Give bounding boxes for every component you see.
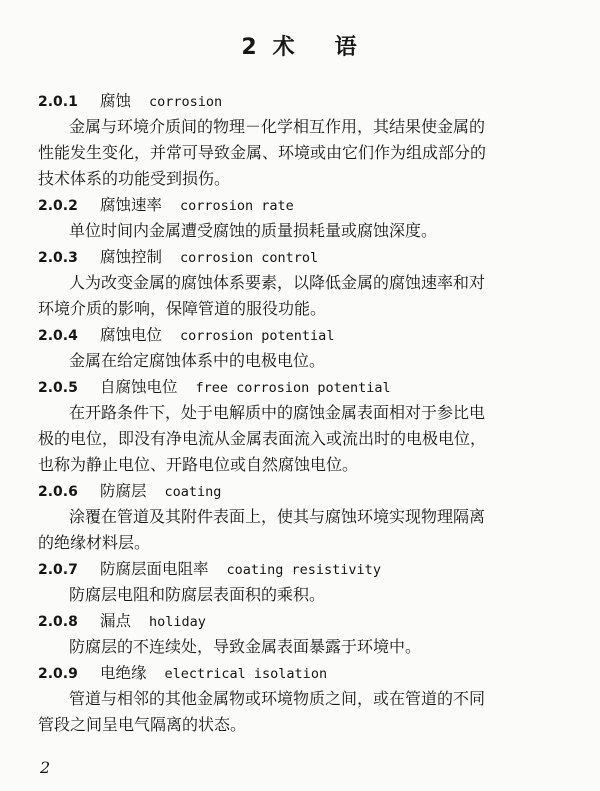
term-chinese-name: 腐蚀: [100, 92, 132, 110]
definition-line: 极的电位，即没有净电流从金属表面流入或流出时的电极电位，: [38, 429, 487, 448]
term-definition: [38, 270, 568, 322]
chapter-title-char-2: 语: [334, 35, 359, 60]
term-chinese-name: 腐蚀电位: [100, 326, 163, 344]
term-chinese-name: 防腐层: [100, 482, 147, 500]
term-number: 2.0.6: [38, 484, 78, 500]
term-english-name: coating resistivity: [226, 562, 381, 578]
term-entry: [38, 556, 568, 608]
term-entry: [38, 88, 568, 192]
term-definition: [38, 634, 568, 660]
term-definition: [38, 504, 568, 556]
terms-list: [38, 88, 568, 738]
definition-line: 防腐层电阻和防腐层表面积的乘积。: [69, 585, 326, 604]
term-number: 2.0.4: [38, 328, 78, 344]
term-entry: [38, 322, 568, 374]
term-definition: [38, 114, 568, 192]
term-english-name: corrosion potential: [180, 328, 335, 344]
definition-line: 环境介质的影响，保障管道的服役功能。: [38, 299, 327, 318]
term-entry: [38, 192, 568, 244]
term-number: 2.0.2: [38, 198, 78, 214]
term-chinese-name: 腐蚀控制: [100, 248, 163, 266]
term-number: 2.0.7: [38, 562, 78, 578]
definition-line: 管道与相邻的其他金属物或环境物质之间，或在管道的不同: [69, 689, 486, 708]
definition-line: 单位时间内金属遭受腐蚀的质量损耗量或腐蚀深度。: [69, 221, 438, 240]
chapter-number: 2: [241, 35, 259, 60]
term-heading: [38, 322, 568, 348]
term-definition: [38, 582, 568, 608]
definition-line: 管段之间呈电气隔离的状态。: [38, 715, 247, 734]
chapter-title-char-1: 术: [272, 35, 297, 60]
term-english-name: corrosion rate: [180, 198, 294, 214]
term-entry: [38, 660, 568, 738]
term-heading: [38, 556, 568, 582]
term-definition: [38, 218, 568, 244]
term-heading: [38, 608, 568, 634]
term-heading: [38, 192, 568, 218]
term-number: 2.0.8: [38, 614, 78, 630]
term-heading: [38, 374, 568, 400]
term-chinese-name: 电绝缘: [100, 664, 147, 682]
definition-line: 人为改变金属的腐蚀体系要素，以降低金属的腐蚀速率和对: [69, 273, 486, 292]
definition-line: 技术体系的功能受到损伤。: [38, 169, 231, 188]
term-heading: [38, 88, 568, 114]
term-english-name: electrical isolation: [164, 666, 328, 682]
term-number: 2.0.9: [38, 666, 78, 682]
term-chinese-name: 防腐层面电阻率: [100, 560, 209, 578]
definition-line: 也称为静止电位、开路电位或自然腐蚀电位。: [38, 455, 359, 474]
term-definition: [38, 400, 568, 478]
term-heading: [38, 660, 568, 686]
page-number: 2: [40, 758, 51, 777]
term-definition: [38, 686, 568, 738]
term-english-name: corrosion: [149, 94, 223, 110]
term-entry: [38, 374, 568, 478]
term-entry: [38, 478, 568, 556]
term-entry: [38, 244, 568, 322]
term-english-name: coating: [164, 484, 222, 500]
definition-line: 在开路条件下，处于电解质中的腐蚀金属表面相对于参比电: [69, 403, 486, 422]
term-chinese-name: 自腐蚀电位: [100, 378, 178, 396]
term-number: 2.0.1: [38, 94, 78, 110]
term-english-name: free corrosion potential: [195, 380, 391, 396]
chapter-title: [0, 30, 600, 61]
definition-line: 防腐层的不连续处，导致金属表面暴露于环境中。: [69, 637, 422, 656]
term-number: 2.0.5: [38, 380, 78, 396]
term-english-name: corrosion control: [180, 250, 319, 266]
definition-line: 金属与环境介质间的物理－化学相互作用，其结果使金属的: [69, 117, 486, 136]
definition-line: 性能发生变化，并常可导致金属、环境或由它们作为组成部分的: [38, 143, 487, 162]
term-number: 2.0.3: [38, 250, 78, 266]
term-chinese-name: 腐蚀速率: [100, 196, 163, 214]
term-chinese-name: 漏点: [100, 612, 132, 630]
definition-line: 涂覆在管道及其附件表面上，使其与腐蚀环境实现物理隔离: [69, 507, 486, 526]
term-heading: [38, 478, 568, 504]
term-heading: [38, 244, 568, 270]
term-definition: [38, 348, 568, 374]
term-english-name: holiday: [149, 614, 206, 630]
definition-line: 金属在给定腐蚀体系中的电极电位。: [69, 351, 326, 370]
definition-line: 的绝缘材料层。: [38, 533, 151, 552]
term-entry: [38, 608, 568, 660]
